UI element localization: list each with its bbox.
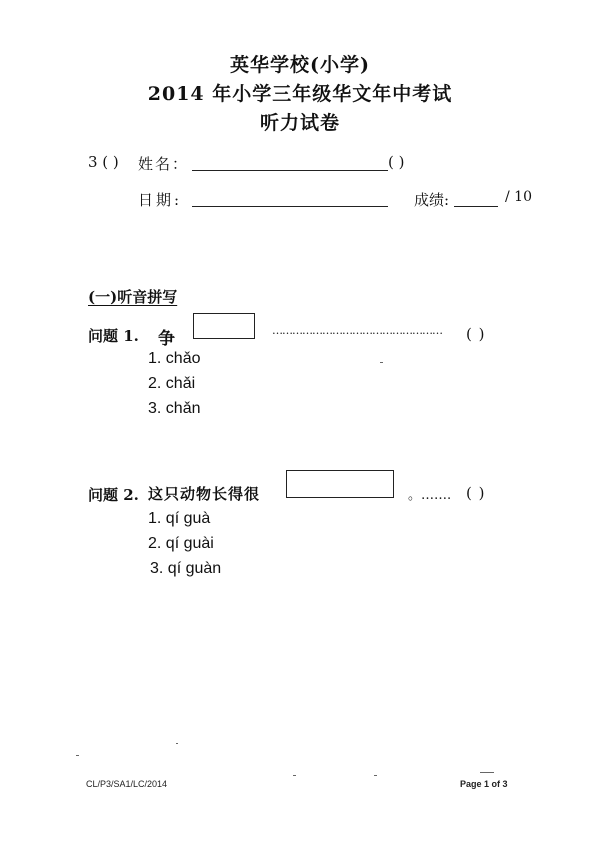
name-field-line[interactable]	[192, 170, 388, 171]
scan-speck	[293, 775, 296, 776]
sentence-end-leader: 。…….	[408, 488, 452, 503]
answer-box[interactable]	[193, 313, 255, 339]
date-label: 日期:	[138, 191, 183, 209]
option-1[interactable]: 1. chǎo	[148, 350, 201, 367]
question-prompt: 这只动物长得很	[148, 485, 261, 503]
date-field-line[interactable]	[192, 206, 388, 207]
dotted-leader: ……………………………………………	[272, 324, 442, 337]
scan-speck	[76, 755, 79, 756]
option-2[interactable]: 2. qí guài	[148, 535, 214, 552]
question-label: 问题 2.	[88, 486, 139, 504]
name-label: 姓名：	[138, 155, 190, 173]
option-2[interactable]: 2. chǎi	[148, 375, 196, 392]
scan-speck	[380, 362, 383, 363]
exam-title: 2014 年小学三年级华文年中考试	[147, 83, 453, 105]
question-label: 问题 1.	[88, 327, 139, 345]
option-3[interactable]: 3. chǎn	[148, 400, 201, 417]
score-label: 成绩:	[414, 191, 450, 209]
scan-speck	[176, 743, 178, 744]
answer-bracket[interactable]: ( )	[466, 484, 486, 502]
score-total: / 10	[505, 189, 532, 205]
page-number: Page 1 of 3	[460, 779, 508, 789]
class-label: 3 ( )	[88, 153, 119, 171]
paper-title: 听力试卷	[259, 112, 340, 134]
answer-box[interactable]	[286, 470, 394, 498]
register-number-bracket: ( )	[388, 153, 405, 171]
scan-speck	[374, 775, 377, 776]
answer-bracket[interactable]: ( )	[466, 325, 486, 343]
section-title: (一)听音拼写	[88, 288, 178, 306]
option-1[interactable]: 1. qí guà	[148, 510, 211, 527]
question-prompt: 争	[158, 329, 175, 349]
school-name: 英华学校(小学)	[230, 54, 370, 76]
option-3[interactable]: 3. qí guàn	[150, 560, 222, 577]
score-field-line[interactable]	[454, 206, 498, 207]
document-code: CL/P3/SA1/LC/2014	[86, 779, 168, 789]
scan-speck	[480, 772, 494, 773]
